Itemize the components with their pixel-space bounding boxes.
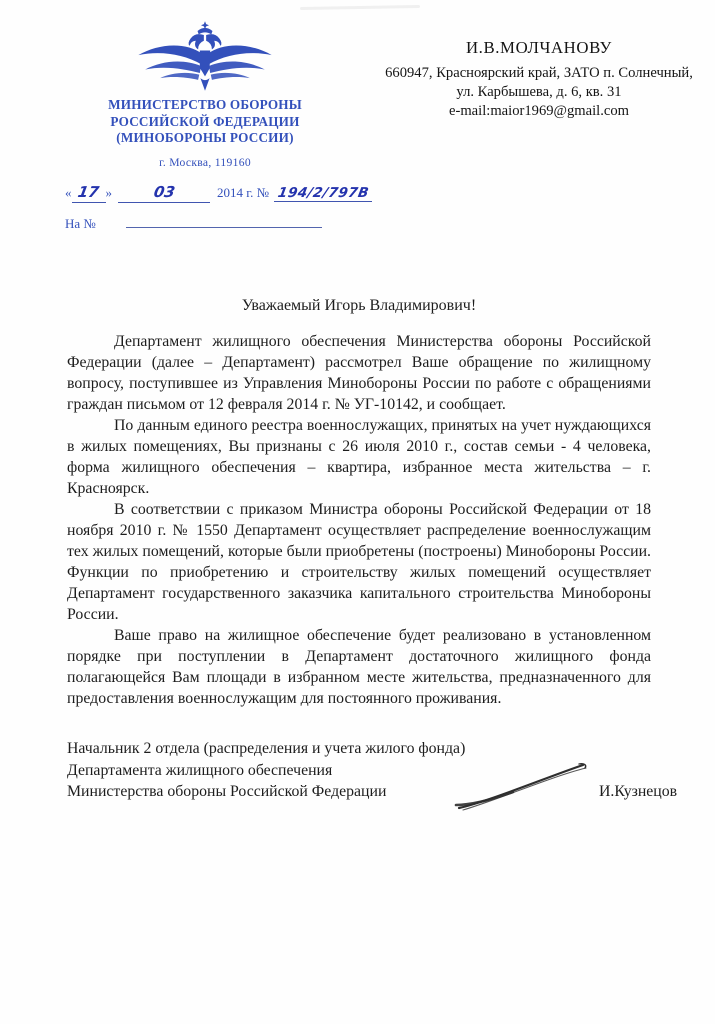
signature-stroke-icon [453,760,593,812]
reply-ref-label: На № [65,216,96,231]
letterhead-city: г. Москва, 119160 [159,155,251,169]
body-paragraph: В соответствии с приказом Министра обороны Российской Федерации от 18 ноября 2010 г. № 1550 Департамент осуществляет распределение военнослужащим тех жилых помещений, которые были приобретены (построены) Минобороны России. Функции по приобретению и строительству жилых помещений осуществляет Департамент государственного заказчика капитального строительства Минобороны России. [67,501,651,623]
body-paragraph: Ваше право на жилищное обеспечение будет реализовано в установленном порядке при поступлении в Департамент достаточного жилищного фонда полагающейся Вам площади в избранном месте жительства, предназначенного для предоставления военнослужащим для постоянного проживания. [67,627,651,707]
mod-eagle-emblem-icon [136,20,274,96]
recipient-address-line: ул. Карбышева, д. 6, кв. 31 [456,83,622,100]
org-name-line: МИНИСТЕРСТВО ОБОРОНЫ [108,97,302,112]
body-paragraph: Департамент жилищного обеспечения Министерства обороны Российской Федерации (далее – Департамент) рассмотрел Ваше обращение по жилищному вопросу, поступившее из Управления Минобороны России по работе с обращениями граждан письмом от 12 февраля 2014 г. № УГ-10142, и сообщает. [67,333,651,413]
recipient-address-line: 660947, Красноярский край, ЗАТО п. Солнечный, [385,65,693,81]
reply-ref-blank [126,212,322,228]
recipient-name: И.В.МОЛЧАНОВУ [465,38,613,57]
signer-position-line: Министерства обороны Российской Федерации [67,783,387,800]
scan-artifact [300,5,420,10]
quote-close: » [105,185,112,200]
date-number-line [65,183,372,203]
reply-ref-line [65,212,322,232]
quote-open: « [65,185,72,200]
org-name-line: (МИНОБОРОНЫ РОССИИ) [116,130,294,145]
signer-name: И.Кузнецов [599,783,678,800]
body-paragraph: По данным единого реестра военнослужащих, принятых на учет нуждающихся в жилых помещениях, Вы признаны с 26 июля 2010 г., состав семьи - 4 человека, форма жилищного обеспечения – квартира, избранное места жительства – г. Красноярск. [67,417,651,497]
date-label: 2014 г. № [217,185,270,200]
signature-block [67,738,681,803]
recipient-address-line: e-mail:maior1969@gmail.com [448,102,629,119]
letterhead [78,20,332,169]
handwritten-day: 17 [76,183,101,201]
letter-body [67,331,651,709]
signer-position-line: Департамента жилищного обеспечения [67,761,333,779]
handwritten-month: 03 [151,183,177,201]
handwritten-doc-number: 194/2/797В [276,185,370,201]
org-name-line: РОССИЙСКОЙ ФЕДЕРАЦИИ [110,113,300,129]
salutation: Уважаемый Игорь Владимирович! [241,297,477,314]
signer-position-line: Начальник 2 отдела (распределения и учета жилого фонда) [67,740,466,757]
recipient-block [366,38,712,120]
